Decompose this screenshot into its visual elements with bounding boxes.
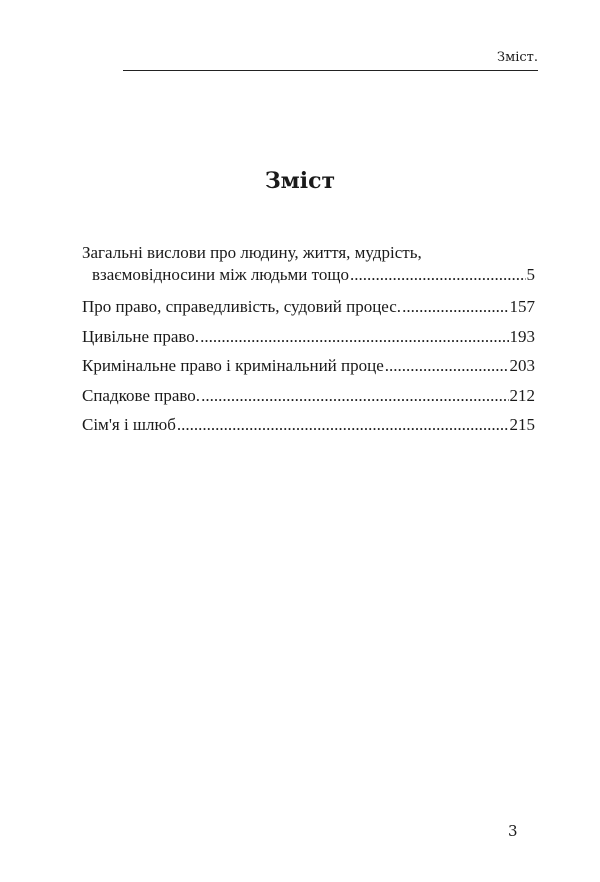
running-header: Зміст. [497,50,538,65]
toc-page-number: 215 [509,415,535,434]
page-title: Зміст [264,168,336,194]
toc-entry [82,243,535,297]
toc-entry-label: Спадкове право. [82,385,201,405]
toc-entry-label-line1: Загальні вислови про людину, життя, мудрість, [82,243,422,262]
toc-entry-label-line2: взаємовідносини між людьми тощо [92,265,349,284]
toc-page-number: 212 [509,385,535,405]
toc-entry [82,386,535,416]
toc-page-number: 193 [509,326,535,346]
leader-dots [201,386,508,406]
page-number: 3 [508,822,518,840]
toc-page-number: 157 [509,297,535,316]
toc-entry [82,297,535,327]
toc-entry [82,356,535,386]
toc-entry-label: Цивільне право. [82,326,200,346]
leader-dots [402,297,508,317]
toc-entry [82,415,535,445]
leader-dots [350,265,526,285]
toc-page-number: 203 [509,356,535,375]
toc-entry-label: Про право, справедливість, судовий процес. [82,297,402,316]
leader-dots [200,327,508,347]
toc-entry [82,327,535,357]
table-of-contents [82,243,535,445]
toc-entry-label: Кримінальне право і кримінальний проце [82,356,384,375]
leader-dots [385,356,509,376]
toc-entry-label: Сім'я і шлюб [82,415,176,434]
header-rule [123,70,538,71]
leader-dots [177,415,509,435]
toc-page-number: 5 [526,265,535,284]
